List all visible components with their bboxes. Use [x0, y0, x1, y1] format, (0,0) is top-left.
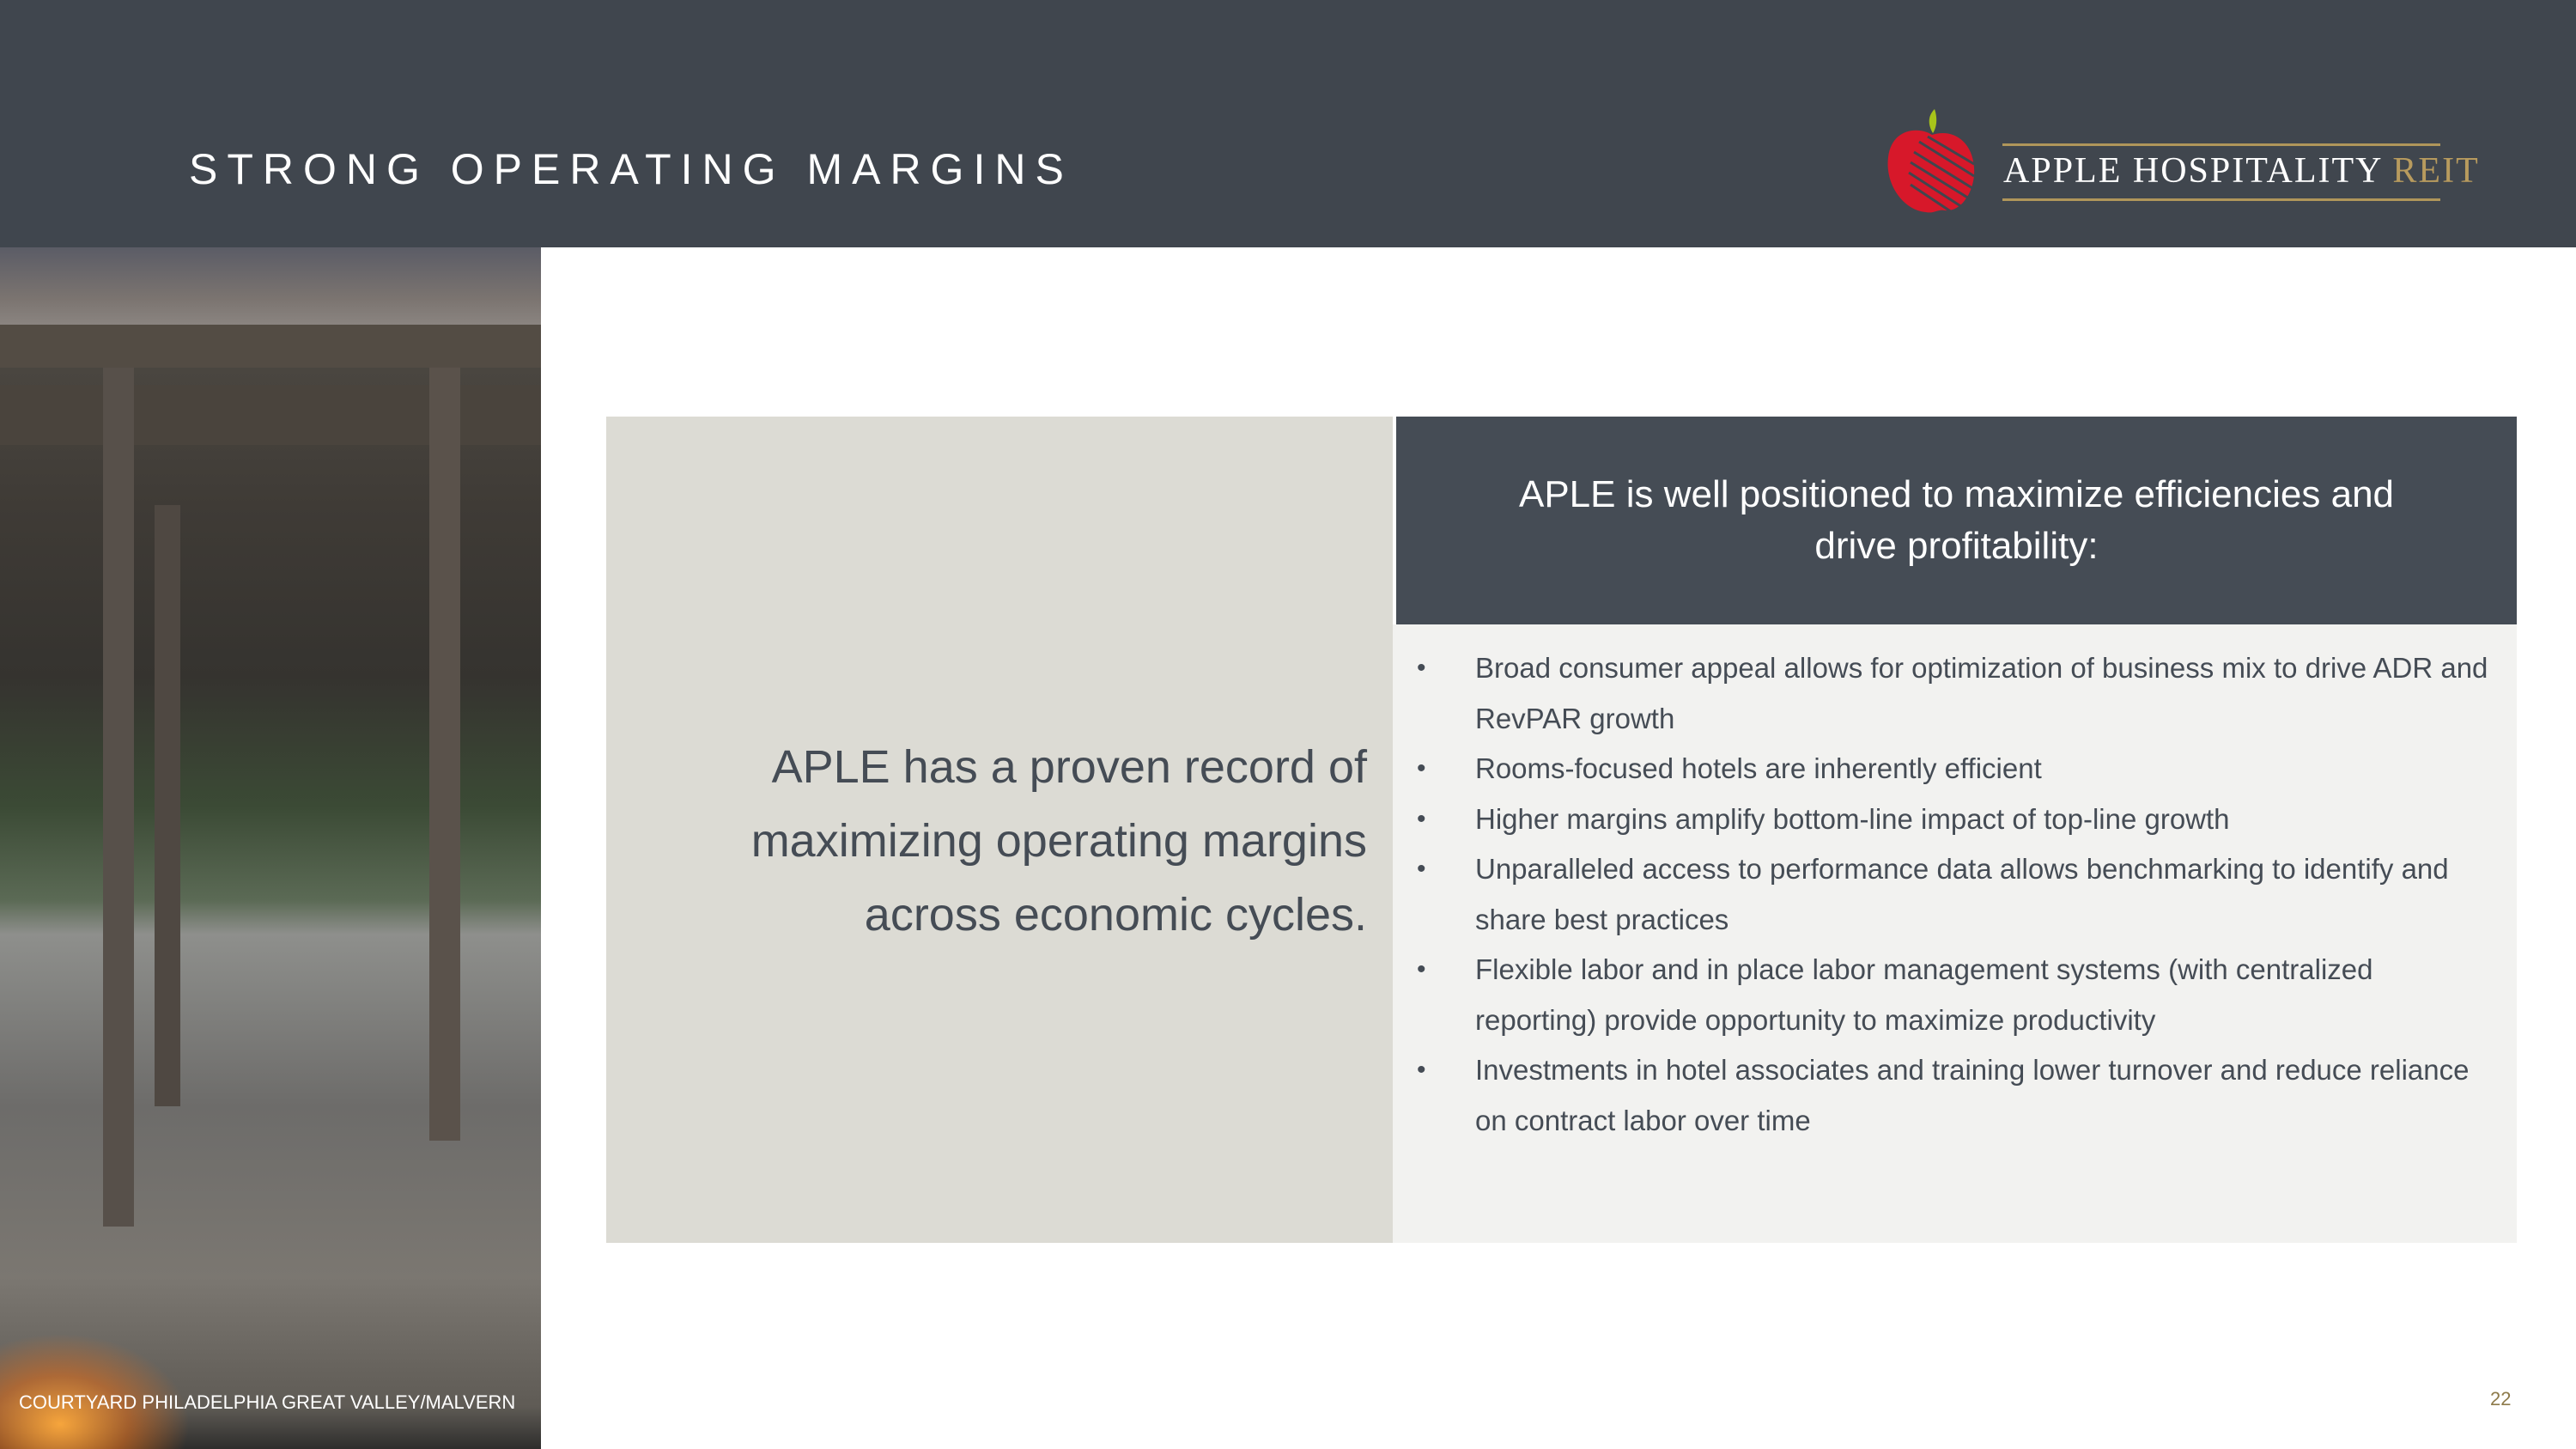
- bullet-icon: •: [1417, 1056, 1426, 1084]
- bullet-icon: •: [1417, 855, 1426, 883]
- right-panel-header: [1396, 417, 2517, 624]
- bullet-item: [1393, 844, 2509, 945]
- right-panel-heading: APLE is well positioned to maximize efficiencies and drive profitability:: [1518, 473, 2395, 567]
- left-statement-panel: [606, 417, 1393, 1243]
- key-statement: APLE has a proven record of maximizing operating margins across economic cycles.: [750, 741, 1367, 941]
- logo-name-accent: REIT: [2392, 151, 2480, 191]
- pergola-post: [103, 368, 134, 1227]
- pergola-post: [155, 505, 180, 1106]
- bullet-list: [1393, 643, 2509, 1146]
- bullet-item: [1393, 1045, 2509, 1146]
- logo-name-primary: APPLE HOSPITALITY: [2003, 151, 2382, 191]
- bullet-item: [1393, 795, 2509, 845]
- logo-rule-top: [2002, 143, 2440, 146]
- bullet-text: Broad consumer appeal allows for optimization of business mix to drive ADR and RevPAR growth: [1475, 652, 2488, 734]
- bullet-text: Rooms-focused hotels are inherently efficient: [1475, 752, 2042, 784]
- bullet-text: Investments in hotel associates and training lower turnover and reduce reliance on contract labor over time: [1475, 1054, 2470, 1136]
- photo-caption: COURTYARD PHILADELPHIA GREAT VALLEY/MALVERN: [19, 1391, 516, 1413]
- bullet-icon: •: [1417, 754, 1426, 782]
- bullet-panel: [1393, 624, 2517, 1243]
- slide-title: STRONG OPERATING MARGINS: [189, 145, 1073, 193]
- bullet-text: Unparalleled access to performance data allows benchmarking to identify and share best practices: [1475, 853, 2449, 935]
- bullet-icon: •: [1417, 955, 1426, 983]
- bullet-text: Higher margins amplify bottom-line impact of top-line growth: [1475, 802, 2230, 835]
- slide-header: [0, 0, 2576, 247]
- logo-wordmark: [2003, 150, 2480, 192]
- bullet-icon: •: [1417, 654, 1426, 682]
- bullet-item: [1393, 744, 2509, 795]
- hotel-courtyard-photo: [0, 247, 541, 1449]
- bullet-icon: •: [1417, 804, 1426, 833]
- pergola-post: [429, 368, 460, 1141]
- logo-rule-bottom: [2002, 198, 2440, 201]
- bullet-item: [1393, 945, 2509, 1045]
- company-logo: [1885, 107, 2480, 215]
- page-number: 22: [2490, 1388, 2512, 1409]
- bullet-text: Flexible labor and in place labor management systems (with centralized reporting) provide opportunity to maximize productivity: [1475, 953, 2373, 1036]
- pergola-beam: [0, 325, 541, 368]
- apple-icon: [1885, 107, 1979, 215]
- bullet-item: [1393, 643, 2509, 744]
